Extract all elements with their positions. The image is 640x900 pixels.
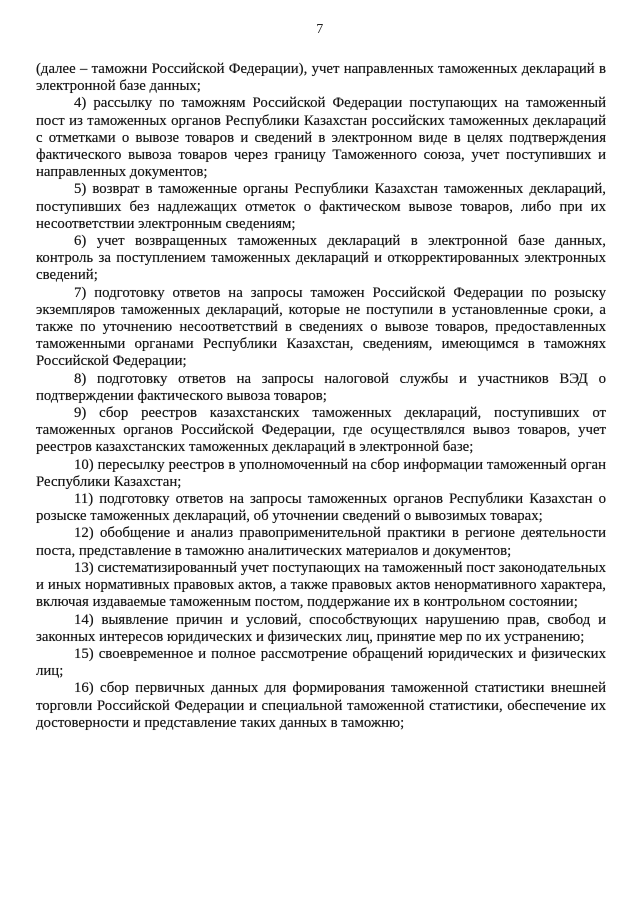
page-number: 7 (316, 22, 324, 37)
list-item-15: 15) своевременное и полное рассмотрение обращений юридических и физических лиц; (36, 645, 606, 680)
list-item-11: 11) подготовку ответов на запросы таможенных органов Республики Казахстан о розыске таможенных деклараций, об уточнении сведений о вывозимых товарах; (36, 491, 606, 525)
list-item-6: 6) учет возвращенных таможенных деклараций в электронной базе данных, контроль за поступлением таможенных деклараций и откорректированных электронных сведений; (36, 233, 606, 284)
list-item-4: 4) рассылку по таможням Российской Федерации поступающих на таможенный пост из таможенных органов Республики Казахстан российских таможенных деклараций с отметками о вывозе товаров и сведений в электронном виде в целях подтверждения фактического вывоза товаров через границу Таможенного союза, учет поступивших и направленных документов; (36, 95, 606, 181)
list-item-16: 16) сбор первичных данных для формирования таможенной статистики внешней торговли Российской Федерации и специальной таможенной статистики, обеспечение их достоверности и представление таких данных в таможню; (36, 680, 606, 731)
list-item-12: 12) обобщение и анализ правоприменительной практики в регионе деятельности поста, представление в таможню аналитических материалов и документов; (36, 525, 606, 559)
list-item-8: 8) подготовку ответов на запросы налоговой службы и участников ВЭД о подтверждении фактического вывоза товаров; (36, 370, 606, 404)
list-item-10: 10) пересылку реестров в уполномоченный на сбор информации таможенный орган Республики Казахстан; (36, 456, 606, 490)
list-item-5: 5) возврат в таможенные органы Республики Казахстан таможенных деклараций, поступивших без надлежащих отметок о фактическом вывозе товаров, либо при их несоответствии электронным сведениям; (36, 181, 606, 232)
document-body (36, 61, 606, 732)
list-item-7: 7) подготовку ответов на запросы таможен Российской Федерации по розыску экземпляров таможенных деклараций, которые не поступили в установленные сроки, а также по уточнению несоответствий в сведениях о вывозе товаров, предоставленных таможенными органами Республики Казахстан, сведениям, имеющимся в таможнях Российской Федерации; (36, 284, 606, 370)
list-item-9: 9) сбор реестров казахстанских таможенных деклараций, поступивших от таможенных органов Российской Федерации, где осуществлялся вывоз товаров, учет реестров казахстанских таможенных деклараций в электронной базе; (36, 405, 606, 456)
list-item-13: 13) систематизированный учет поступающих на таможенный пост законодательных и иных нормативных правовых актов, а также правовых актов ненормативного характера, включая издаваемые таможенным постом, поддержание их в контрольном состоянии; (36, 559, 606, 611)
list-item-14: 14) выявление причин и условий, способствующих нарушению прав, свобод и законных интересов юридических и физических лиц, принятие мер по их устранению; (36, 611, 606, 645)
paragraph-continuation: (далее – таможни Российской Федерации), учет направленных таможенных деклараций в электронной базе данных; (36, 61, 606, 95)
